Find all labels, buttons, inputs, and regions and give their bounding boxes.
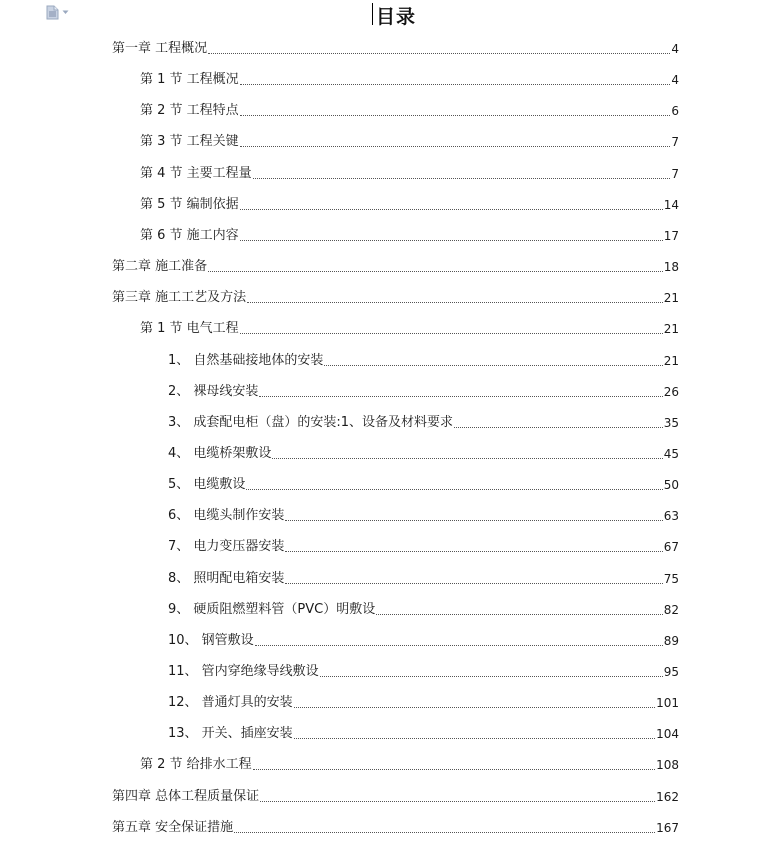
toc-entry[interactable] bbox=[168, 598, 679, 618]
toc-entry-page-number: 14 bbox=[663, 197, 679, 212]
toc-entry-page-number: 21 bbox=[663, 322, 679, 337]
toc-entry-label: 第三章 施工工艺及方法 bbox=[112, 290, 247, 306]
toc-entry-page-number: 89 bbox=[663, 633, 679, 648]
toc-entry-page-number: 21 bbox=[663, 353, 679, 368]
toc-entry[interactable] bbox=[140, 130, 679, 150]
toc-entry-label: 13、 开关、插座安装 bbox=[168, 726, 293, 742]
toc-entry-label: 10、 钢管敷设 bbox=[168, 632, 254, 648]
toc-dot-leader bbox=[246, 489, 662, 490]
toc-entry-label: 第一章 工程概况 bbox=[112, 41, 208, 56]
chevron-down-icon bbox=[62, 10, 69, 15]
toc-entry[interactable] bbox=[168, 535, 679, 555]
toc-entry-page-number: 7 bbox=[671, 135, 679, 150]
toc-dot-leader bbox=[253, 178, 671, 179]
toc-entry[interactable] bbox=[140, 99, 679, 119]
toc-dot-leader bbox=[240, 240, 663, 241]
toc-entry-page-number: 7 bbox=[671, 166, 679, 181]
toc-entry-label: 1、 自然基础接地体的安装 bbox=[168, 352, 324, 368]
toc-dot-leader bbox=[240, 333, 663, 334]
toc-entry-page-number: 104 bbox=[656, 727, 679, 742]
toc-entry[interactable] bbox=[140, 224, 679, 244]
toc-dot-leader bbox=[294, 738, 655, 739]
toc-entry-label: 第 5 节 编制依据 bbox=[140, 196, 239, 212]
toc-entry-page-number: 26 bbox=[663, 384, 679, 399]
toc-entry[interactable] bbox=[168, 349, 679, 369]
toc-entry-page-number: 21 bbox=[663, 291, 679, 306]
toc-dot-leader bbox=[376, 614, 663, 615]
toc-entry-page-number: 4 bbox=[671, 42, 679, 56]
toc-entry[interactable] bbox=[168, 380, 679, 400]
toc-entry-label: 第 2 节 工程特点 bbox=[140, 103, 239, 119]
toc-entry-label: 7、 电力变压器安装 bbox=[168, 539, 285, 555]
toc-entry-label: 第 6 节 施工内容 bbox=[140, 227, 239, 243]
toc-entry-label: 8、 照明配电箱安装 bbox=[168, 570, 285, 586]
toc-dot-leader bbox=[253, 769, 655, 770]
toc-dot-leader bbox=[324, 365, 662, 366]
toc-dot-leader bbox=[285, 551, 662, 552]
toc-entry-page-number: 18 bbox=[663, 260, 679, 275]
page-title: 目录 bbox=[376, 6, 417, 28]
toc-entry[interactable] bbox=[168, 629, 679, 649]
toc-entry-page-number: 67 bbox=[663, 540, 679, 555]
toc-dot-leader bbox=[208, 53, 670, 54]
toc-entry[interactable] bbox=[112, 816, 679, 836]
text-cursor bbox=[372, 3, 373, 25]
toc-entry-page-number: 95 bbox=[663, 665, 679, 679]
toc-entry-page-number: 167 bbox=[656, 820, 679, 835]
toc-entry-page-number: 101 bbox=[656, 696, 679, 711]
toc-dot-leader bbox=[454, 427, 663, 428]
toc-entry-page-number: 6 bbox=[671, 104, 679, 119]
toc-entry-label: 3、 成套配电柜（盘）的安装:1、设备及材料要求 bbox=[168, 414, 454, 430]
toc-entry-label: 4、 电缆桥架敷设 bbox=[168, 445, 272, 461]
toc-entry-label: 5、 电缆敷设 bbox=[168, 477, 246, 493]
toc-dot-leader bbox=[255, 645, 663, 646]
toc-entry[interactable] bbox=[168, 722, 679, 742]
toc-entry-label: 12、 普通灯具的安装 bbox=[168, 695, 293, 711]
toc-dot-leader bbox=[240, 115, 671, 116]
toc-entry-label: 第 4 节 主要工程量 bbox=[140, 165, 252, 181]
toc-entry[interactable] bbox=[140, 193, 679, 213]
toc-entry[interactable] bbox=[140, 753, 679, 773]
toc-entry[interactable] bbox=[168, 473, 679, 493]
toc-dot-leader bbox=[320, 676, 663, 677]
toc-dot-leader bbox=[260, 801, 655, 802]
document-menu-button[interactable] bbox=[46, 4, 72, 20]
toc-entry-label: 6、 电缆头制作安装 bbox=[168, 508, 285, 524]
toc-entry-page-number: 50 bbox=[663, 478, 679, 493]
toc-entry-label: 9、 硬质阻燃塑料管（PVC）明敷设 bbox=[168, 601, 376, 617]
toc-dot-leader bbox=[272, 458, 662, 459]
toc-entry-page-number: 45 bbox=[663, 446, 679, 461]
toc-dot-leader bbox=[240, 209, 663, 210]
toc-entry-label: 第 3 节 工程关键 bbox=[140, 134, 239, 150]
toc-entry[interactable] bbox=[168, 691, 679, 711]
toc-dot-leader bbox=[234, 832, 655, 833]
toc-entry-label: 第 2 节 给排水工程 bbox=[140, 757, 252, 773]
toc-dot-leader bbox=[285, 520, 662, 521]
toc-entry-page-number: 108 bbox=[656, 758, 679, 773]
toc-entry-page-number: 35 bbox=[663, 415, 679, 430]
toc-entry[interactable] bbox=[168, 567, 679, 587]
toc-entry[interactable] bbox=[168, 411, 679, 431]
toc-dot-leader bbox=[240, 146, 671, 147]
toc-entry-label: 第五章 安全保证措施 bbox=[112, 819, 234, 835]
document-icon bbox=[46, 5, 59, 20]
toc-dot-leader bbox=[294, 707, 655, 708]
toc-entry[interactable] bbox=[168, 660, 679, 680]
toc-entry-label: 第二章 施工准备 bbox=[112, 259, 208, 275]
toc-entry-page-number: 63 bbox=[663, 509, 679, 524]
toc-entry-label: 11、 管内穿绝缘导线敷设 bbox=[168, 664, 319, 679]
toc-entry[interactable] bbox=[112, 37, 679, 57]
toc-dot-leader bbox=[285, 583, 662, 584]
toc-entry-label: 第 1 节 电气工程 bbox=[140, 321, 239, 337]
toc-entry-label: 第 1 节 工程概况 bbox=[140, 72, 239, 88]
toc-entry[interactable] bbox=[140, 317, 679, 337]
toc-entry-page-number: 4 bbox=[671, 73, 679, 88]
toc-dot-leader bbox=[259, 396, 662, 397]
toc-entry[interactable] bbox=[140, 162, 679, 182]
toc-entry[interactable] bbox=[112, 286, 679, 306]
toc-dot-leader bbox=[240, 84, 671, 85]
toc-dot-leader bbox=[208, 271, 663, 272]
toc-entry-page-number: 17 bbox=[663, 228, 679, 243]
toc-entry[interactable] bbox=[140, 68, 679, 88]
toc-dot-leader bbox=[247, 302, 663, 303]
toc-entry[interactable] bbox=[112, 255, 679, 275]
toc-entry-label: 第四章 总体工程质量保证 bbox=[112, 788, 260, 804]
toc-entry-page-number: 75 bbox=[663, 571, 679, 586]
toc-entry[interactable] bbox=[168, 504, 679, 524]
toc-entry-page-number: 162 bbox=[656, 789, 679, 804]
toc-entry-label: 2、 裸母线安装 bbox=[168, 383, 259, 399]
toc-entry-page-number: 82 bbox=[663, 602, 679, 617]
toc-entry[interactable] bbox=[112, 785, 679, 805]
toc-entry[interactable] bbox=[168, 442, 679, 462]
